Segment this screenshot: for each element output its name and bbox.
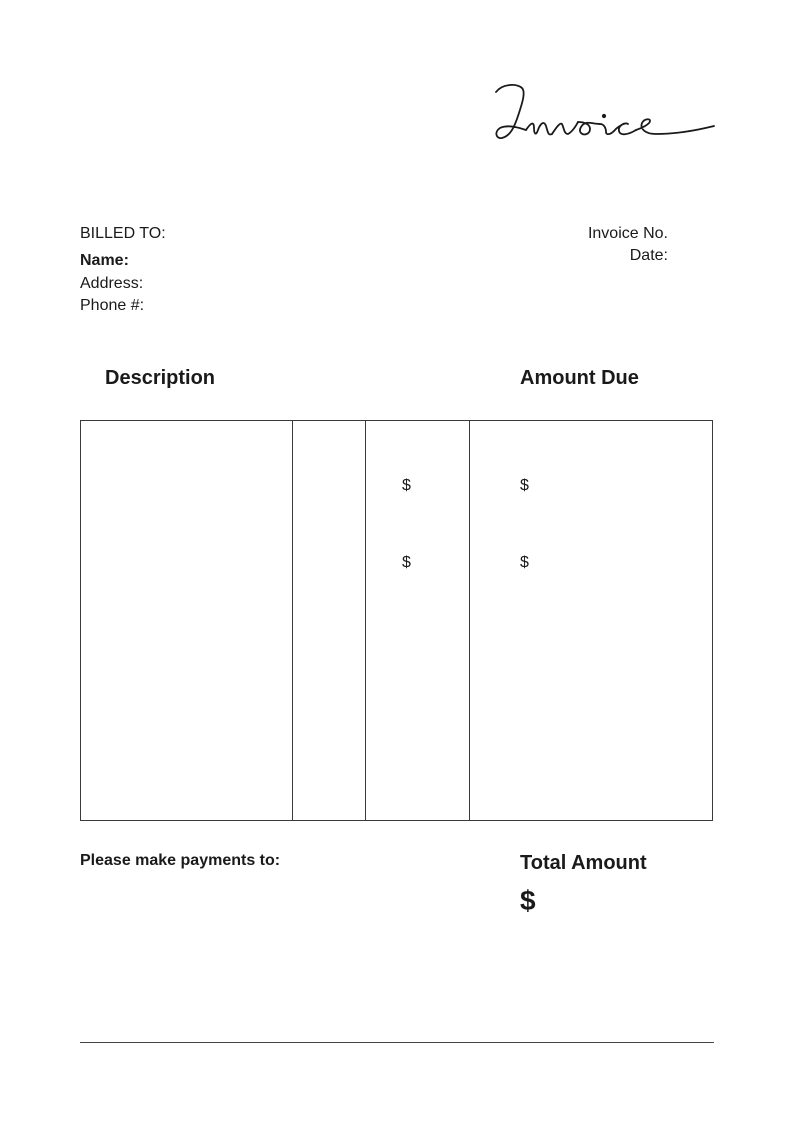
row-2-price-symbol: $ <box>402 554 411 571</box>
name-label: Name: <box>80 252 129 269</box>
invoice-title-script <box>486 76 724 152</box>
total-amount-value: $ <box>520 885 536 916</box>
column-divider <box>365 421 366 820</box>
total-amount-label: Total Amount <box>520 852 647 874</box>
description-header: Description <box>105 367 216 389</box>
invoice-date-label: Date: <box>629 247 668 264</box>
invoice-script-lettering <box>486 76 724 152</box>
phone-label: Phone #: <box>80 297 145 314</box>
address-label: Address: <box>80 275 144 292</box>
billed-to-label: BILLED TO: <box>80 225 166 242</box>
row-2-amount-symbol: $ <box>520 554 529 571</box>
column-divider <box>292 421 293 820</box>
row-1-amount-symbol: $ <box>520 477 529 494</box>
bottom-divider <box>80 1042 714 1043</box>
invoice-number-label: Invoice No. <box>587 225 668 242</box>
column-divider <box>469 421 470 820</box>
amount-due-header: Amount Due <box>520 367 639 389</box>
row-1-price-symbol: $ <box>402 477 411 494</box>
line-items-table <box>80 420 713 821</box>
payment-instructions-label: Please make payments to: <box>80 852 281 869</box>
